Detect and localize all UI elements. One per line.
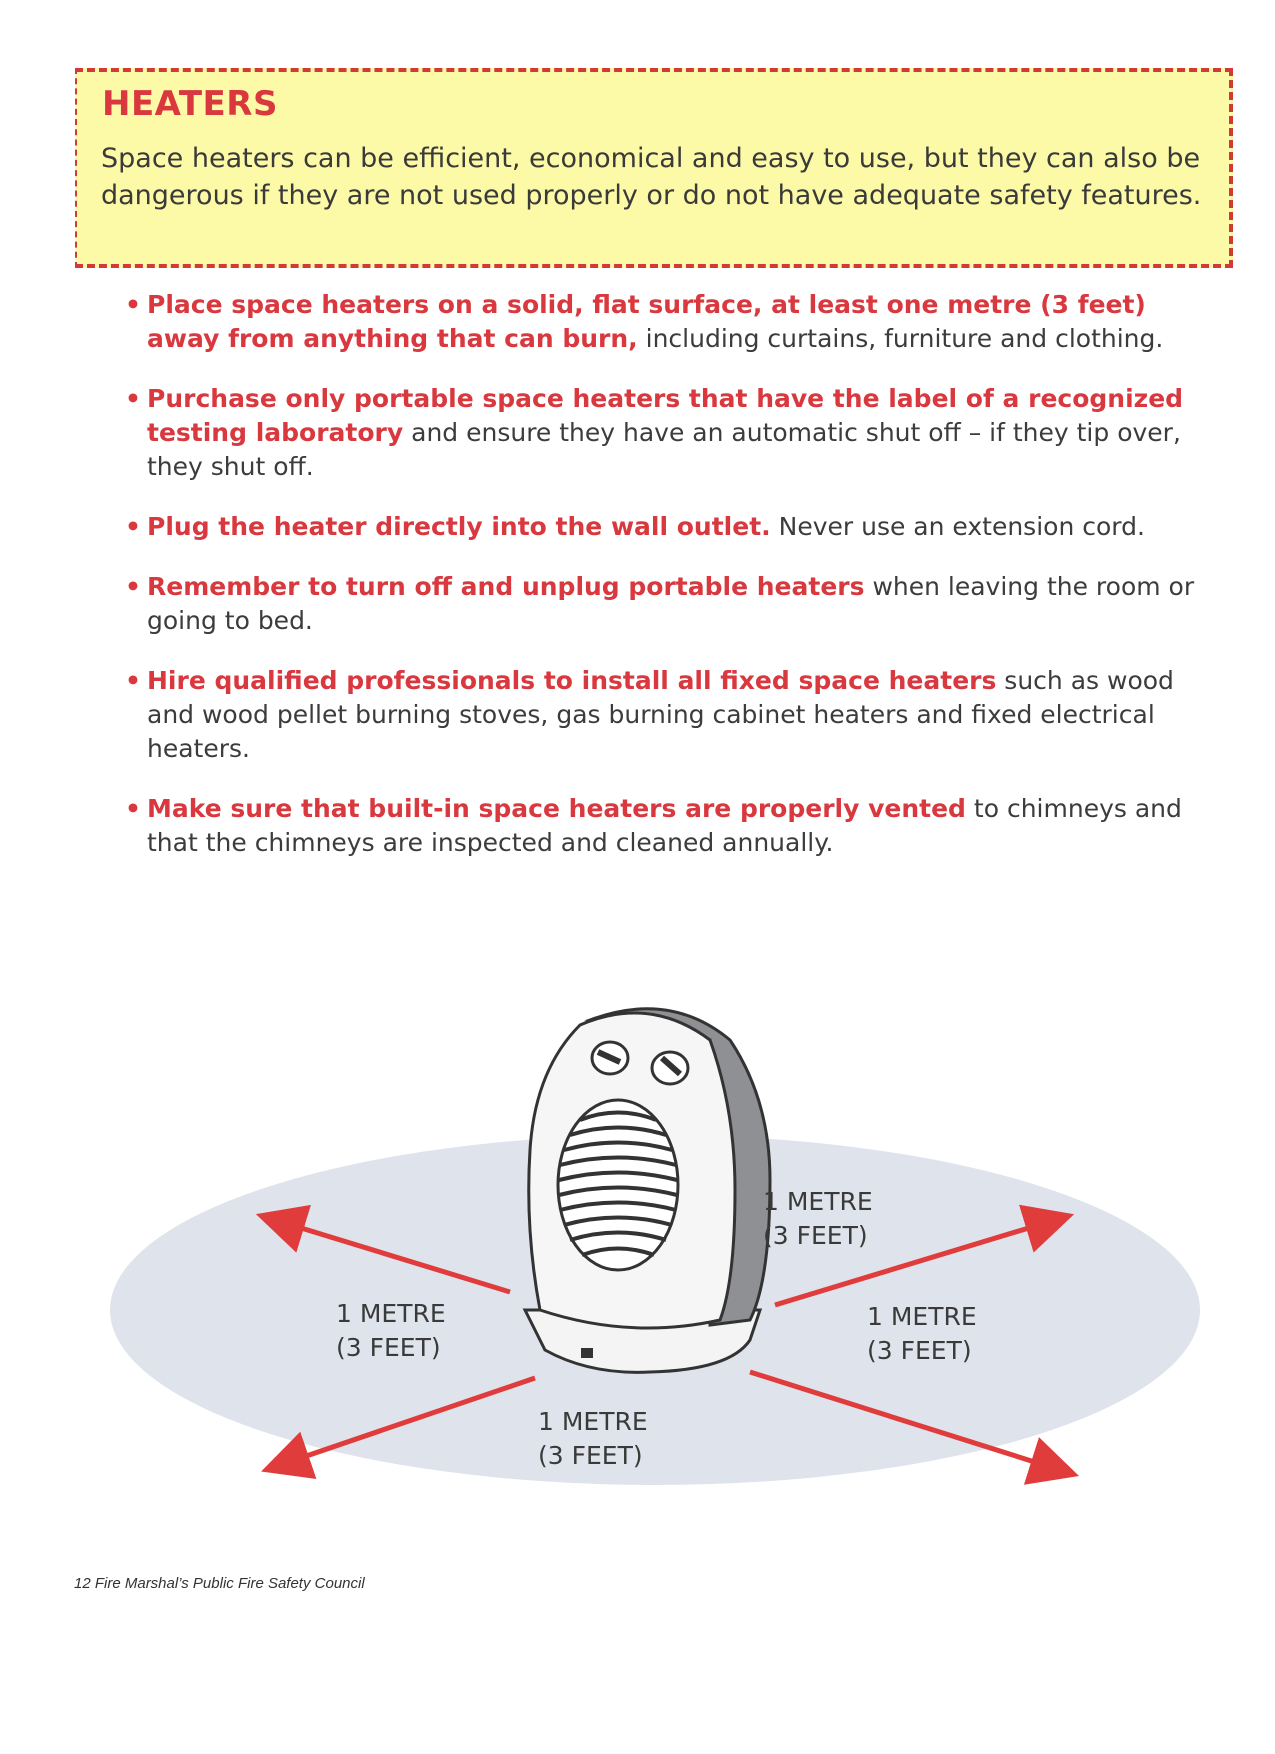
bullet: • xyxy=(125,572,141,601)
page-footer: 12 Fire Marshal’s Public Fire Safety Council xyxy=(74,1575,365,1592)
list-item xyxy=(125,510,1225,544)
list-item xyxy=(125,792,1225,860)
heater-clearance-illustration xyxy=(70,980,1240,1560)
list-item xyxy=(125,570,1225,638)
tip-text: Never use an extension cord. xyxy=(770,512,1145,541)
tip-highlight: Remember to turn off and unplug portable heaters xyxy=(147,572,865,601)
tip-text: including curtains, furniture and clothing. xyxy=(637,324,1164,353)
space-heater-icon xyxy=(525,1009,770,1373)
bullet: • xyxy=(125,794,141,823)
heaters-callout-box xyxy=(75,68,1233,268)
tip-text: and ensure they have an automatic shut off – if they tip over, they shut off. xyxy=(147,418,1181,481)
distance-label-bottom: 1 METRE xyxy=(538,1407,648,1436)
list-item xyxy=(125,288,1225,356)
tip-text: such as wood and wood pellet burning stoves, gas burning cabinet heaters and fixed electrical heaters. xyxy=(147,666,1174,763)
distance-label-bottom: (3 FEET) xyxy=(538,1441,643,1470)
tip-text: to chimneys and that the chimneys are inspected and cleaned annually. xyxy=(147,794,1182,857)
intro-paragraph: Space heaters can be efficient, economical and easy to use, but they can also be dangerous if they are not used properly or do not have adequate safety features. xyxy=(101,143,1202,211)
tip-highlight: Place space heaters on a solid, flat surface, at least one metre (3 feet) away from anything that can burn, xyxy=(147,290,1146,353)
tip-highlight: Plug the heater directly into the wall outlet. xyxy=(147,512,771,541)
list-item xyxy=(125,382,1225,484)
distance-label-upper-right: (3 FEET) xyxy=(763,1221,868,1250)
tip-highlight: Purchase only portable space heaters that have the label of a recognized testing laboratory xyxy=(147,384,1184,447)
distance-label-right: (3 FEET) xyxy=(867,1336,972,1365)
list-item xyxy=(125,664,1225,766)
safety-tips-list xyxy=(125,288,1225,886)
tip-highlight: Make sure that built-in space heaters are properly vented xyxy=(147,794,966,823)
distance-label-right: 1 METRE xyxy=(867,1302,977,1331)
tip-text: when leaving the room or going to bed. xyxy=(147,572,1195,635)
bullet: • xyxy=(125,290,141,319)
section-title: HEATERS xyxy=(102,84,278,124)
bullet: • xyxy=(125,384,141,413)
tip-highlight: Hire qualified professionals to install all fixed space heaters xyxy=(147,666,997,695)
distance-label-upper-right: 1 METRE xyxy=(763,1187,873,1216)
bullet: • xyxy=(125,512,141,541)
bullet: • xyxy=(125,666,141,695)
distance-label-left: 1 METRE xyxy=(336,1299,446,1328)
distance-label-left: (3 FEET) xyxy=(336,1333,441,1362)
